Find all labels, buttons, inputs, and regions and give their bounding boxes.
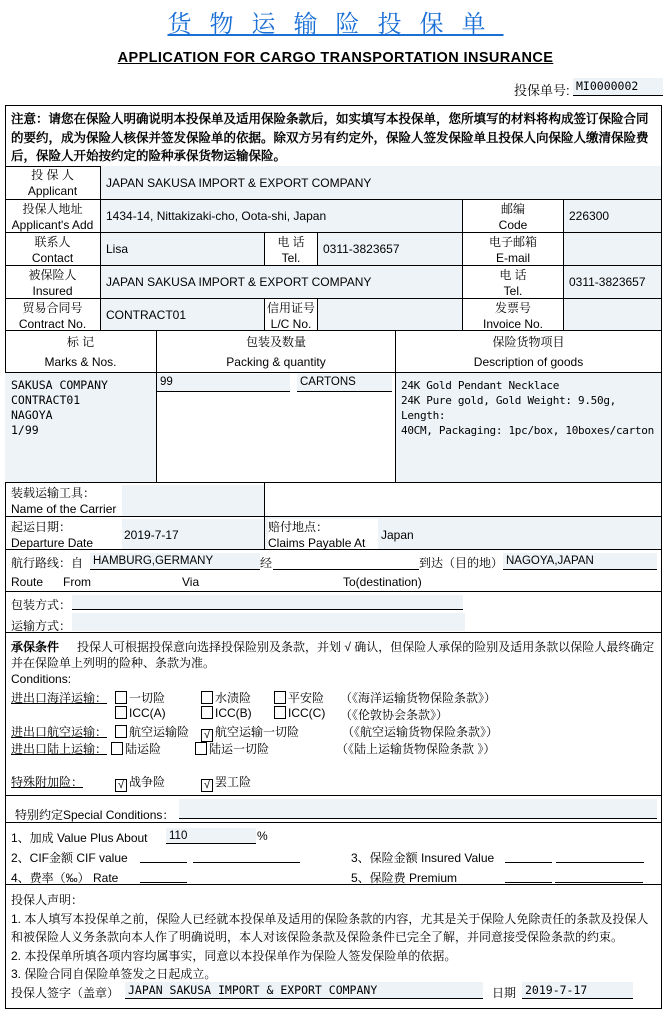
air-option-basic[interactable]: 航空运输险 — [115, 723, 189, 740]
page-title-en: APPLICATION FOR CARGO TRANSPORTATION INSURANCE — [117, 50, 554, 66]
route-to-field[interactable]: NAGOYA,JAPAN — [503, 553, 657, 570]
sea-option-all-risks[interactable]: 一切险 — [115, 689, 165, 706]
description-header: 保险货物项目 Description of goods — [396, 331, 662, 373]
checkbox[interactable] — [195, 742, 207, 755]
route-to-label: 到达（目的地） — [419, 556, 504, 570]
land-option-all-risks[interactable]: 陆运一切险 — [195, 740, 269, 757]
premium-currency-field[interactable] — [505, 869, 552, 883]
checkbox[interactable] — [274, 691, 286, 704]
special-conditions-field[interactable] — [179, 799, 657, 819]
land-clause: （《陆上运输货物保险条款 》） — [336, 742, 496, 756]
icc-clause: （《伦敦协会条款》） — [340, 708, 449, 722]
rate-label: 4、费率（‰） Rate — [11, 871, 119, 885]
address-field[interactable]: 1434-14, Nittakizaki-cho, Oota-shi, Japan — [101, 200, 463, 233]
contract-field[interactable]: CONTRACT01 — [101, 299, 265, 331]
percent-sign: % — [257, 829, 268, 843]
route-from-field[interactable]: HAMBURG,GERMANY — [90, 553, 260, 570]
sea-clause: （《海洋运输货物保险条款》） — [340, 691, 497, 705]
checkbox-checked[interactable]: √ — [201, 729, 213, 742]
checkbox-checked[interactable]: √ — [115, 779, 127, 792]
address-label: 投保人地址 Applicant's Add — [5, 200, 101, 233]
rate-field[interactable] — [140, 869, 187, 883]
premium-field[interactable] — [555, 869, 643, 883]
marks-field[interactable]: SAKUSA COMPANY CONTRACT01 NAGOYA 1/99 — [5, 373, 157, 483]
route-en: Route — [11, 575, 44, 589]
insured-currency-field[interactable] — [505, 849, 552, 863]
code-label: 邮编 Code — [463, 200, 564, 233]
date-field[interactable]: 2019-7-17 — [522, 982, 633, 999]
contact-tel-label: 电 话 Tel. — [265, 233, 318, 266]
code-field[interactable]: 226300 — [564, 200, 662, 233]
icc-b-option[interactable]: ICC(B) — [201, 706, 252, 720]
insured-tel-field[interactable]: 0311-3823657 — [564, 266, 662, 299]
applicant-field[interactable]: JAPAN SAKUSA IMPORT & EXPORT COMPANY — [101, 166, 662, 200]
checkbox-checked[interactable]: √ — [201, 779, 213, 792]
route-via-label: 经 — [260, 556, 273, 570]
contact-tel-field[interactable]: 0311-3823657 — [318, 233, 463, 266]
lc-field[interactable] — [318, 299, 463, 331]
lc-label: 信用证号 L/C No. — [265, 299, 318, 331]
declaration-item: 1. 本人填写本投保单之前，保险人已经就本投保单及适用的保险条款的内容，尤其是关于保险人免除责任的条款及投保人和被保险人义务条款向本人作了明确说明，本人对该保险条款及保险条件已完全了解，并同意接受保险条款的约束。 — [11, 911, 649, 944]
checkbox[interactable] — [115, 706, 127, 719]
contact-label: 联系人 Contact — [5, 233, 101, 266]
premium-label: 5、保险费 Premium — [351, 871, 458, 885]
carrier-blank — [265, 483, 662, 517]
unit-field[interactable]: CARTONS — [297, 374, 392, 392]
checkbox[interactable] — [201, 706, 213, 719]
invoice-label: 发票号 Invoice No. — [463, 299, 564, 331]
value-plus-field[interactable]: 110 — [166, 828, 256, 844]
sea-option-wa[interactable]: 水渍险 — [201, 689, 251, 706]
app-no-label: 投保单号: — [514, 83, 570, 98]
via-en: Via — [182, 575, 200, 589]
insured-field[interactable]: JAPAN SAKUSA IMPORT & EXPORT COMPANY — [101, 266, 463, 299]
contract-label: 贸易合同号 Contract No. — [5, 299, 101, 331]
to-en: To(destination) — [343, 575, 422, 589]
declaration-item: 2. 本投保单所填各项内容均属事实，同意以本投保单作为保险人签发保险单的依据。 — [11, 948, 457, 963]
cif-value-field[interactable] — [193, 849, 300, 863]
signature-label: 投保人签字（盖章） — [11, 986, 120, 1000]
conditions-en: Conditions: — [11, 672, 72, 686]
land-label: 进出口陆上运输： — [11, 742, 108, 756]
icc-c-option[interactable]: ICC(C) — [274, 706, 325, 720]
applicant-label: 投 保 人 Applicant — [5, 166, 101, 200]
invoice-field[interactable] — [564, 299, 662, 331]
description-field[interactable]: 24K Gold Pendant Necklace 24K Pure gold, Gold Weight: 9.50g, Length: 40CM, Packaging: 1pc/box, 10boxes/carton — [396, 373, 662, 483]
packing-method-label: 包装方式： — [11, 598, 72, 612]
carrier-label: 装载运输工具： Name of the Carrier — [11, 486, 117, 516]
route-via-field[interactable] — [273, 553, 419, 570]
insured-label: 被保险人 Insured — [5, 266, 101, 299]
air-label: 进出口航空运输： — [11, 725, 108, 739]
departure-field[interactable]: 2019-7-17 — [122, 519, 264, 549]
declaration-item: 3. 保险合同自保险单签发之日起成立。 — [11, 967, 217, 981]
conditions-title: 承保条件 — [11, 640, 60, 654]
transport-method-field[interactable] — [72, 613, 465, 631]
app-no-field[interactable]: MI0000002 — [573, 78, 663, 96]
checkbox[interactable] — [115, 691, 127, 704]
war-risk-option[interactable]: √ 战争险 — [115, 773, 165, 792]
checkbox[interactable] — [115, 725, 127, 738]
quantity-field[interactable]: 99 — [157, 374, 290, 392]
sea-label: 进出口海洋运输： — [11, 691, 108, 705]
special-risks-label: 特殊附加险： — [11, 775, 84, 789]
contact-field[interactable]: Lisa — [101, 233, 265, 266]
insured-tel-label: 电 话 Tel. — [463, 266, 564, 299]
date-label: 日期 — [492, 986, 517, 1000]
departure-label: 起运日期： Departure Date — [11, 520, 94, 550]
signature-field[interactable]: JAPAN SAKUSA IMPORT & EXPORT COMPANY — [125, 982, 483, 999]
cif-label: 2、CIF金额 CIF value — [11, 851, 128, 865]
strike-risk-option[interactable]: √ 罢工险 — [201, 773, 251, 792]
route-label: 航行路线：自 — [11, 556, 84, 570]
email-field[interactable] — [564, 233, 662, 266]
special-conditions-label: 特别约定Special Conditions： — [15, 808, 175, 822]
value-plus-label: 1、加成 Value Plus About — [11, 831, 148, 845]
packing-header: 包装及数量 Packing & quantity — [157, 331, 396, 373]
insured-value-label: 3、保险金额 Insured Value — [351, 851, 495, 865]
transport-method-label: 运输方式： — [11, 619, 72, 633]
conditions-intro: 投保人可根据投保意向选择投保险别及条款，并划 √ 确认，但保险人承保的险别及适用条款以保险人最终确定并在保险单上列明的险种、条款为准。 — [11, 640, 655, 670]
packing-method-field[interactable] — [72, 595, 463, 610]
sea-option-fpa[interactable]: 平安险 — [274, 689, 324, 706]
from-en: From — [63, 575, 91, 589]
cif-currency-field[interactable] — [140, 849, 187, 863]
claims-field[interactable]: Japan — [381, 528, 414, 542]
checkbox[interactable] — [111, 742, 123, 755]
notice-text: 注意：请您在保险人明确说明本投保单及适用保险条款后，如实填写本投保单，您所填写的材料将构成签订保险合同的要约，成为保险人核保并签发保险单的依据。除双方另有约定外，保险人签发保险单且投保人向保险人缴清保险费后，保险人开始按约定的险种承保货物运输保险。 — [11, 112, 649, 163]
marks-header: 标 记 Marks & Nos. — [5, 331, 157, 373]
insured-value-field[interactable] — [556, 849, 644, 863]
email-label: 电子邮箱 E-mail — [463, 233, 564, 266]
checkbox[interactable] — [274, 706, 286, 719]
page-title-cn: 货物运输险投保单 — [167, 11, 504, 38]
carrier-field[interactable] — [122, 485, 264, 516]
icc-a-option[interactable]: ICC(A) — [115, 706, 166, 720]
air-option-all-risks[interactable]: √ 航空运输一切险 — [201, 723, 299, 742]
land-option-basic[interactable]: 陆运险 — [111, 740, 161, 757]
checkbox[interactable] — [201, 691, 213, 704]
air-clause: （《航空运输货物保险条款》） — [342, 725, 499, 739]
declaration-title: 投保人声明： — [11, 893, 84, 907]
claims-label: 赔付地点： Claims Payable At — [268, 519, 378, 549]
